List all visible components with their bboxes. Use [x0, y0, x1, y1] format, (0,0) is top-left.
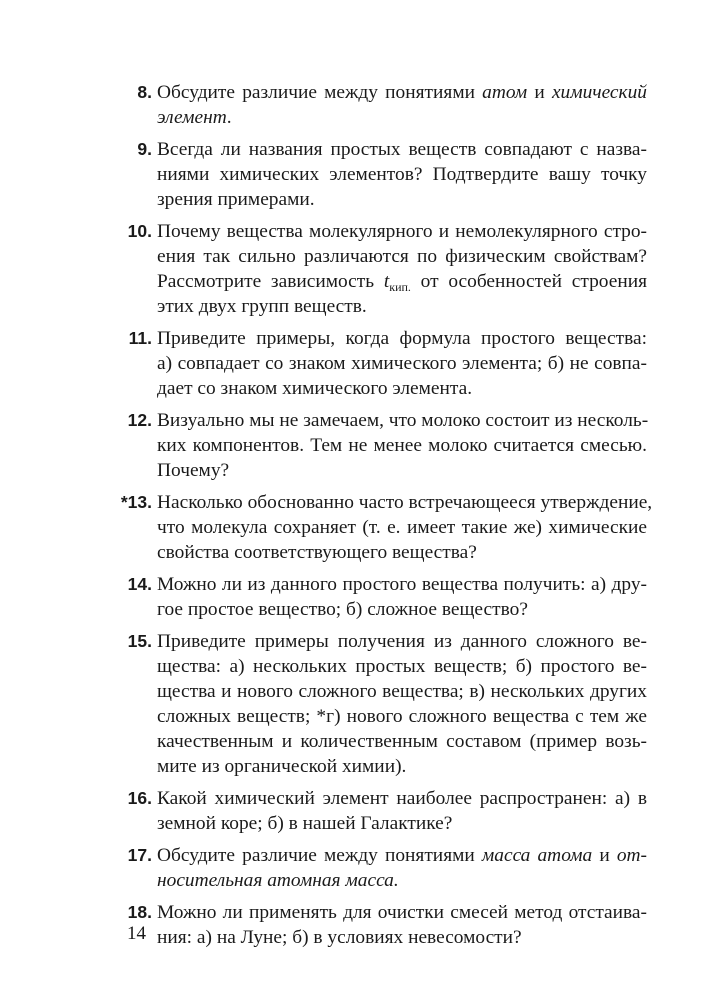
text-run: Почему вещества молекулярного и немолекулярного стро- [157, 221, 647, 242]
italic-term: атом [482, 82, 528, 103]
page-number: 14 [127, 923, 146, 944]
text-run: Обсудите различие между понятиями [157, 845, 482, 866]
italic-term: химический [551, 82, 647, 103]
question-item [0, 408, 714, 483]
question-item [0, 843, 714, 893]
text-run: ких компонентов. Тем не менее молоко считается смесью. [157, 435, 647, 456]
text-run: ниями химических элементов? Подтвердите вашу точку [157, 164, 647, 185]
text-run: . [226, 107, 232, 128]
question-text-line [157, 900, 647, 925]
question-item [0, 80, 714, 130]
question-text-line [157, 597, 647, 622]
question-text-line [157, 811, 647, 836]
italic-term: от- [616, 845, 647, 866]
text-run: щества и нового сложного вещества; в) нескольких других [157, 681, 647, 702]
question-item [0, 326, 714, 401]
italic-term: элемент [157, 107, 227, 128]
question-number: 8. [137, 82, 152, 102]
question-number: 14. [127, 574, 152, 594]
question-item [0, 900, 714, 950]
text-run: что молекула сохраняет (т. е. имеет такие же) химические [157, 517, 647, 538]
question-text-line [157, 376, 647, 401]
question-item [0, 137, 714, 212]
text-run: ения так сильно различаются по физическим свойствам? [157, 246, 647, 267]
question-text-line [157, 269, 647, 294]
question-text-line [157, 244, 647, 269]
text-run: Можно ли из данного простого вещества получить: а) дру- [157, 574, 647, 595]
question-list [0, 80, 714, 957]
question-number: 12. [127, 410, 152, 430]
text-run: земной коре; б) в нашей Галактике? [157, 813, 453, 834]
question-text-line [157, 490, 653, 515]
question-item [0, 786, 714, 836]
text-run: мите из органической химии). [157, 756, 407, 777]
text-run: Рассмотрите зависимость [157, 271, 384, 292]
text-run: Обсудите различие между понятиями [157, 82, 483, 103]
text-run: и [592, 845, 617, 866]
question-text-line [157, 925, 647, 950]
question-text-line [157, 351, 647, 376]
question-text-line [157, 629, 647, 654]
question-number: 17. [127, 845, 152, 865]
question-text-line [157, 729, 647, 754]
question-text-line [157, 162, 647, 187]
question-text-line [157, 433, 647, 458]
question-number: 11. [128, 328, 152, 348]
question-text-line [157, 326, 647, 351]
text-run: зрения примерами. [157, 189, 315, 210]
text-run: ния: а) на Луне; б) в условиях невесомости? [157, 927, 522, 948]
question-number: *13. [120, 492, 152, 512]
text-run: качественным и количественным составом (пример возь- [157, 731, 647, 752]
question-text-line [157, 219, 647, 244]
question-text-line [157, 540, 647, 565]
subscript: кип. [389, 280, 411, 294]
italic-term: носительная атомная масса. [157, 870, 399, 891]
question-item [0, 219, 714, 319]
question-text-line [157, 868, 647, 893]
question-text-line [157, 80, 647, 105]
question-number: 9. [137, 139, 152, 159]
question-text-line [157, 137, 647, 162]
italic-term: масса атома [481, 845, 593, 866]
question-number: 16. [127, 788, 152, 808]
question-item [0, 629, 714, 779]
text-run: дает со знаком химического элемента. [157, 378, 473, 399]
question-item [0, 572, 714, 622]
question-number: 18. [127, 902, 152, 922]
question-text-line [157, 843, 647, 868]
question-text-line [157, 515, 647, 540]
question-text-line [157, 754, 647, 779]
question-text-line [157, 572, 647, 597]
question-text-line [157, 408, 647, 433]
question-text-line [157, 679, 647, 704]
question-text-line [157, 187, 647, 212]
text-run: сложных веществ; *г) нового сложного вещества с тем же [157, 706, 647, 727]
italic-term: t [383, 271, 390, 292]
question-text-line [157, 105, 647, 130]
text-run: Визуально мы не замечаем, что молоко состоит из несколь- [157, 410, 649, 431]
text-run: свойства соответствующего вещества? [157, 542, 477, 563]
question-item [0, 490, 714, 565]
text-run: щества: а) нескольких простых веществ; б) простого ве- [157, 656, 647, 677]
text-run: Можно ли применять для очистки смесей метод отстаива- [157, 902, 647, 923]
text-run: этих двух групп веществ. [157, 296, 367, 317]
text-run: гое простое вещество; б) сложное вещество? [157, 599, 528, 620]
text-run: Какой химический элемент наиболее распространен: а) в [157, 788, 647, 809]
text-run: от особенностей строения [410, 271, 648, 292]
question-number: 10. [127, 221, 152, 241]
text-run: а) совпадает со знаком химического элемента; б) не совпа- [157, 353, 647, 374]
question-text-line [157, 704, 647, 729]
question-number: 15. [127, 631, 152, 651]
text-run: Насколько обоснованно часто встречающееся утверждение, [157, 492, 653, 513]
question-text-line [157, 458, 647, 483]
text-run: Приведите примеры, когда формула простого вещества: [157, 328, 647, 349]
text-run: Почему? [157, 460, 230, 481]
question-text-line [157, 654, 647, 679]
text-run: и [527, 82, 552, 103]
question-text-line [157, 294, 647, 319]
text-run: Всегда ли названия простых веществ совпадают с назва- [157, 139, 647, 160]
text-run: Приведите примеры получения из данного сложного ве- [157, 631, 647, 652]
question-text-line [157, 786, 647, 811]
